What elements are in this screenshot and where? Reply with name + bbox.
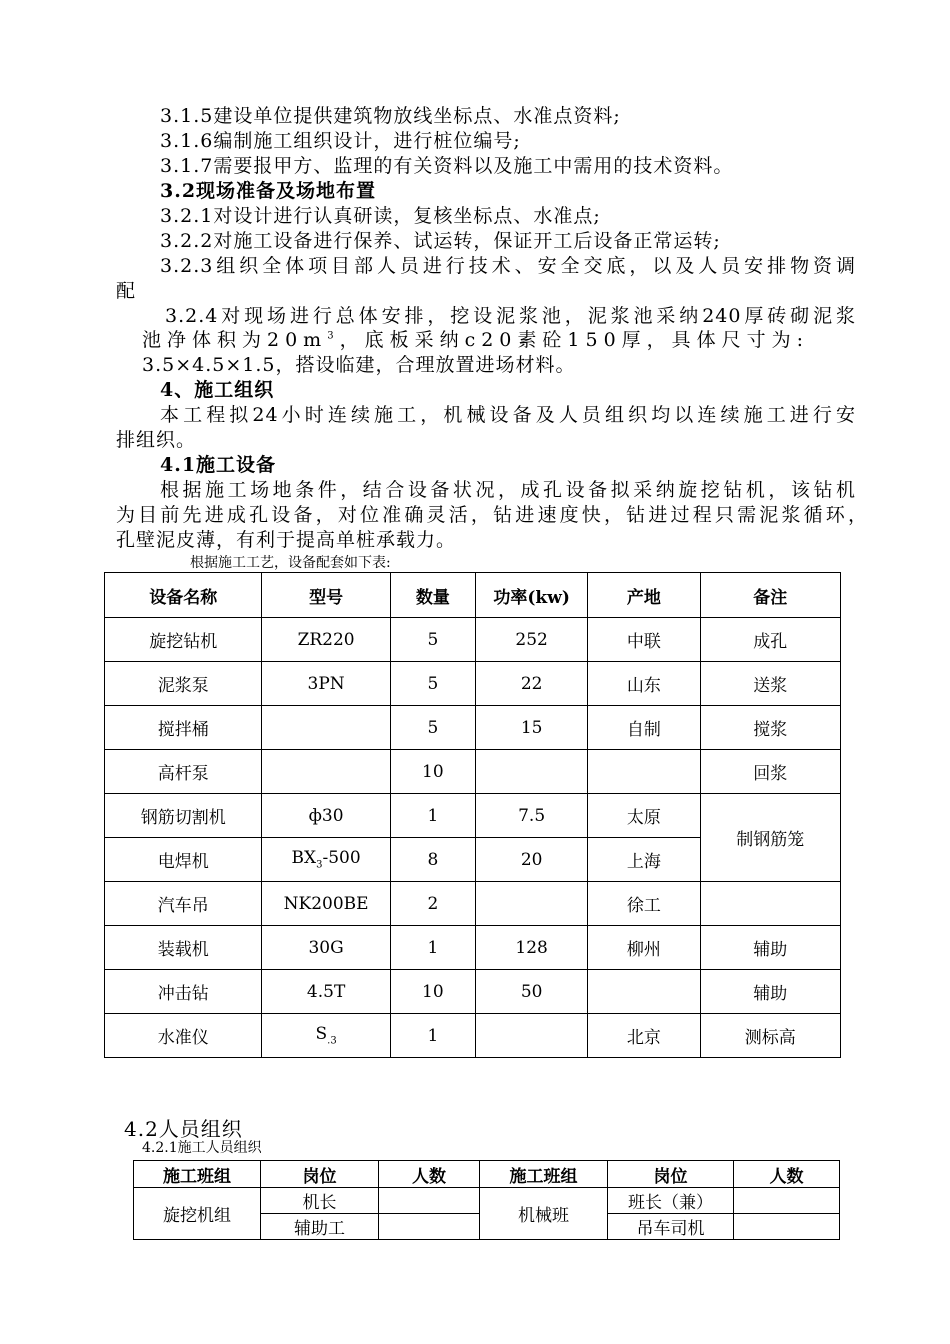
cell: 15 <box>475 706 587 750</box>
text-line: 排组织。 <box>116 429 197 451</box>
cell <box>588 970 700 1014</box>
header-cell: 设备名称 <box>105 573 262 618</box>
cell: 252 <box>475 618 587 662</box>
table-row <box>105 662 841 706</box>
section-heading: 4.2人员组织 <box>124 1117 243 1141</box>
cell: 4.5T <box>262 970 390 1014</box>
section-heading: 3.2现场准备及场地布置 <box>160 180 377 202</box>
cell: ZR220 <box>262 618 390 662</box>
cell: 冲击钻 <box>105 970 262 1014</box>
cell <box>475 750 587 794</box>
cell: ф30 <box>262 794 390 838</box>
header-cell: 施工班组 <box>480 1161 608 1188</box>
cell: 徐工 <box>588 882 700 926</box>
cell <box>262 706 390 750</box>
table-row <box>105 882 841 926</box>
cell: 3PN <box>262 662 390 706</box>
cell <box>262 1014 390 1058</box>
cell: 送浆 <box>700 662 840 706</box>
cell: 1 <box>390 1014 475 1058</box>
header-cell: 型号 <box>262 573 390 618</box>
cell: 旋挖钻机 <box>105 618 262 662</box>
header-cell: 人数 <box>379 1161 480 1188</box>
cell: 中联 <box>588 618 700 662</box>
model-text: BX <box>291 848 317 869</box>
text-fragment: ，底板采纳c20素砼150厚，具体尺寸为: <box>339 329 810 351</box>
model-text: -500 <box>322 848 361 869</box>
header-cell: 数量 <box>390 573 475 618</box>
header-cell: 产地 <box>588 573 700 618</box>
cell: 7.5 <box>475 794 587 838</box>
cell: 汽车吊 <box>105 882 262 926</box>
cell: 5 <box>390 662 475 706</box>
table-row <box>105 794 841 838</box>
header-cell: 功率(kw) <box>475 573 587 618</box>
table-row <box>134 1188 840 1214</box>
text-line: 3.2.2对施工设备进行保养、试运转，保证开工后设备正常运转; <box>160 230 721 252</box>
cell: 山东 <box>588 662 700 706</box>
cell: 泥浆泵 <box>105 662 262 706</box>
cell: 水准仪 <box>105 1014 262 1058</box>
cell: 5 <box>390 618 475 662</box>
table-row <box>105 926 841 970</box>
table-row <box>105 750 841 794</box>
cell: 高杆泵 <box>105 750 262 794</box>
cell: 辅助工 <box>261 1214 379 1240</box>
cell <box>262 838 390 882</box>
cell <box>734 1188 840 1214</box>
header-cell: 人数 <box>734 1161 840 1188</box>
subscript: .3 <box>327 1035 337 1047</box>
cell: 自制 <box>588 706 700 750</box>
cell: 10 <box>390 750 475 794</box>
text-line: 3.1.7需要报甲方、监理的有关资料以及施工中需用的技术资料。 <box>160 155 734 177</box>
cell <box>588 750 700 794</box>
cell: 北京 <box>588 1014 700 1058</box>
cell: 8 <box>390 838 475 882</box>
cell: 22 <box>475 662 587 706</box>
text-line: 孔壁泥皮薄，有利于提高单桩承载力。 <box>116 529 457 551</box>
header-cell: 备注 <box>700 573 840 618</box>
cell: 机械班 <box>480 1188 608 1240</box>
cell: 搅浆 <box>700 706 840 750</box>
cell: 5 <box>390 706 475 750</box>
cell: 吊车司机 <box>608 1214 734 1240</box>
cell: 辅助 <box>700 970 840 1014</box>
cell: 回浆 <box>700 750 840 794</box>
text-line: 根据施工场地条件，结合设备状况，成孔设备拟采纳旋挖钻机，该钻机 <box>160 479 856 501</box>
text-line: 3.2.3组织全体项目部人员进行技术、安全交底，以及人员安排物资调 <box>160 255 856 277</box>
text-line: 3.1.6编制施工组织设计，进行桩位编号; <box>160 130 521 152</box>
cell <box>379 1188 480 1214</box>
equipment-table <box>104 572 841 1058</box>
cell <box>475 882 587 926</box>
text-line: 本工程拟24小时连续施工，机械设备及人员组织均以连续施工进行安 <box>160 404 856 426</box>
section-heading: 4.1施工设备 <box>160 454 277 476</box>
cell: 成孔 <box>700 618 840 662</box>
cell: 50 <box>475 970 587 1014</box>
text-line: 3.2.1对设计进行认真研读，复核坐标点、水准点; <box>160 205 601 227</box>
cell <box>262 750 390 794</box>
text-line: 配 <box>116 280 137 302</box>
staff-table <box>133 1160 840 1240</box>
cell: 30G <box>262 926 390 970</box>
table-row <box>105 706 841 750</box>
cell: 太原 <box>588 794 700 838</box>
text-line <box>142 325 854 352</box>
header-cell: 施工班组 <box>134 1161 261 1188</box>
table-caption: 根据施工工艺，设备配套如下表: <box>190 555 391 571</box>
model-text: S <box>315 1024 328 1045</box>
table-caption: 4.2.1施工人员组织 <box>142 1140 262 1156</box>
superscript: 3 <box>327 330 340 342</box>
cell <box>379 1214 480 1240</box>
cell: 柳州 <box>588 926 700 970</box>
cell: 测标高 <box>700 1014 840 1058</box>
cell: 上海 <box>588 838 700 882</box>
header-cell: 岗位 <box>608 1161 734 1188</box>
cell: 班长（兼） <box>608 1188 734 1214</box>
text-fragment: 池净体积为20m <box>142 329 328 351</box>
cell <box>734 1214 840 1240</box>
cell: 10 <box>390 970 475 1014</box>
header-cell: 岗位 <box>261 1161 379 1188</box>
cell <box>700 882 840 926</box>
cell <box>475 1014 587 1058</box>
cell: 制钢筋笼 <box>700 794 840 882</box>
cell: 20 <box>475 838 587 882</box>
cell: 机长 <box>261 1188 379 1214</box>
cell: 装载机 <box>105 926 262 970</box>
text-line: 3.5×4.5×1.5，搭设临建，合理放置进场材料。 <box>142 354 576 376</box>
cell: 辅助 <box>700 926 840 970</box>
table-row <box>105 618 841 662</box>
cell: 钢筋切割机 <box>105 794 262 838</box>
text-line: 为目前先进成孔设备，对位准确灵活，钻进速度快，钻进过程只需泥浆循环， <box>116 504 868 526</box>
cell: 旋挖机组 <box>134 1188 261 1240</box>
table-row <box>105 970 841 1014</box>
cell: NK200BE <box>262 882 390 926</box>
cell: 128 <box>475 926 587 970</box>
cell: 搅拌桶 <box>105 706 262 750</box>
text-line: 3.1.5建设单位提供建筑物放线坐标点、水准点资料; <box>160 105 621 127</box>
cell: 2 <box>390 882 475 926</box>
cell: 1 <box>390 926 475 970</box>
cell: 1 <box>390 794 475 838</box>
subscript: 3 <box>316 859 323 871</box>
cell: 电焊机 <box>105 838 262 882</box>
text-line: 3.2.4对现场进行总体安排，挖设泥浆池，泥浆池采纳240厚砖砌泥浆 <box>165 305 856 327</box>
section-heading: 4、施工组织 <box>160 379 275 401</box>
table-row <box>105 1014 841 1058</box>
